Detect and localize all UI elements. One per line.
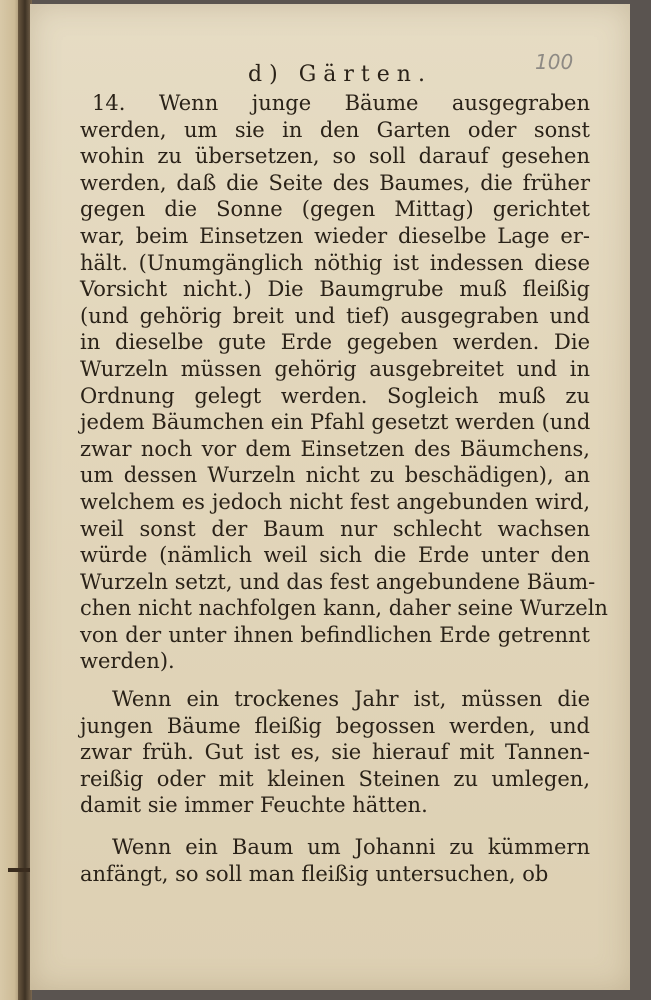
text-line: war, beim Einsetzen wieder dieselbe Lage er- xyxy=(80,223,590,248)
text-line: jedem Bäumchen ein Pfahl gesetzt werden (und xyxy=(80,410,591,435)
text-line: Wurzeln müssen gehörig ausgebreitet und in xyxy=(80,356,590,381)
paragraph-3 xyxy=(80,834,590,887)
text-line: zwar noch vor dem Einsetzen des Bäumchens, xyxy=(80,436,590,461)
binding-thread xyxy=(8,868,32,872)
text-line: in dieselbe gute Erde gegeben werden. Die xyxy=(80,330,590,355)
text-line: reißig oder mit kleinen Steinen zu umlegen, xyxy=(80,766,590,791)
text-line: werden, um sie in den Garten oder sonst xyxy=(80,117,590,142)
text-line: chen nicht nachfolgen kann, daher seine Wurzeln xyxy=(80,596,608,621)
text-line: Wurzeln setzt, und das fest angebundene Bäum- xyxy=(80,569,596,594)
text-line: werden). xyxy=(80,649,175,674)
section-heading: d) Gärten. xyxy=(248,62,432,87)
text-line: gegen die Sonne (gegen Mittag) gerichtet xyxy=(80,197,590,222)
text-line: werden, daß die Seite des Baumes, die früher xyxy=(80,170,590,195)
page-number: 100 xyxy=(535,50,574,74)
text-line: würde (nämlich weil sich die Erde unter den xyxy=(80,543,590,568)
text-line: Ordnung gelegt werden. Sogleich muß zu xyxy=(80,383,590,408)
text-line: damit sie immer Feuchte hätten. xyxy=(80,793,428,818)
text-line: Wenn ein trockenes Jahr ist, müssen die xyxy=(112,687,590,711)
text-line: anfängt, so soll man fleißig untersuchen, ob xyxy=(80,861,549,886)
text-line: 14. Wenn junge Bäume ausgegraben xyxy=(92,91,590,115)
paragraph-2 xyxy=(80,686,590,819)
text-line: welchem es jedoch nicht fest angebunden wird, xyxy=(80,489,590,514)
text-line: weil sonst der Baum nur schlecht wachsen xyxy=(80,516,590,541)
paragraph-1 xyxy=(80,90,608,675)
text-line: (und gehörig breit und tief) ausgegraben und xyxy=(80,303,590,328)
text-line: hält. (Unumgänglich nöthig ist indessen diese xyxy=(80,250,590,275)
text-line: jungen Bäume fleißig begossen werden, und xyxy=(80,713,590,738)
text-line: zwar früh. Gut ist es, sie hierauf mit Tannen- xyxy=(80,740,590,765)
text-line: Vorsicht nicht.) Die Baumgrube muß fleißig xyxy=(80,277,590,302)
book-page xyxy=(30,4,630,990)
text-line: wohin zu übersetzen, so soll darauf gesehen xyxy=(80,144,590,169)
text-line: von der unter ihnen befindlichen Erde getrennt xyxy=(80,622,590,647)
text-line: Wenn ein Baum um Johanni zu kümmern xyxy=(112,835,590,859)
text-line: um dessen Wurzeln nicht zu beschädigen), an xyxy=(80,463,590,488)
